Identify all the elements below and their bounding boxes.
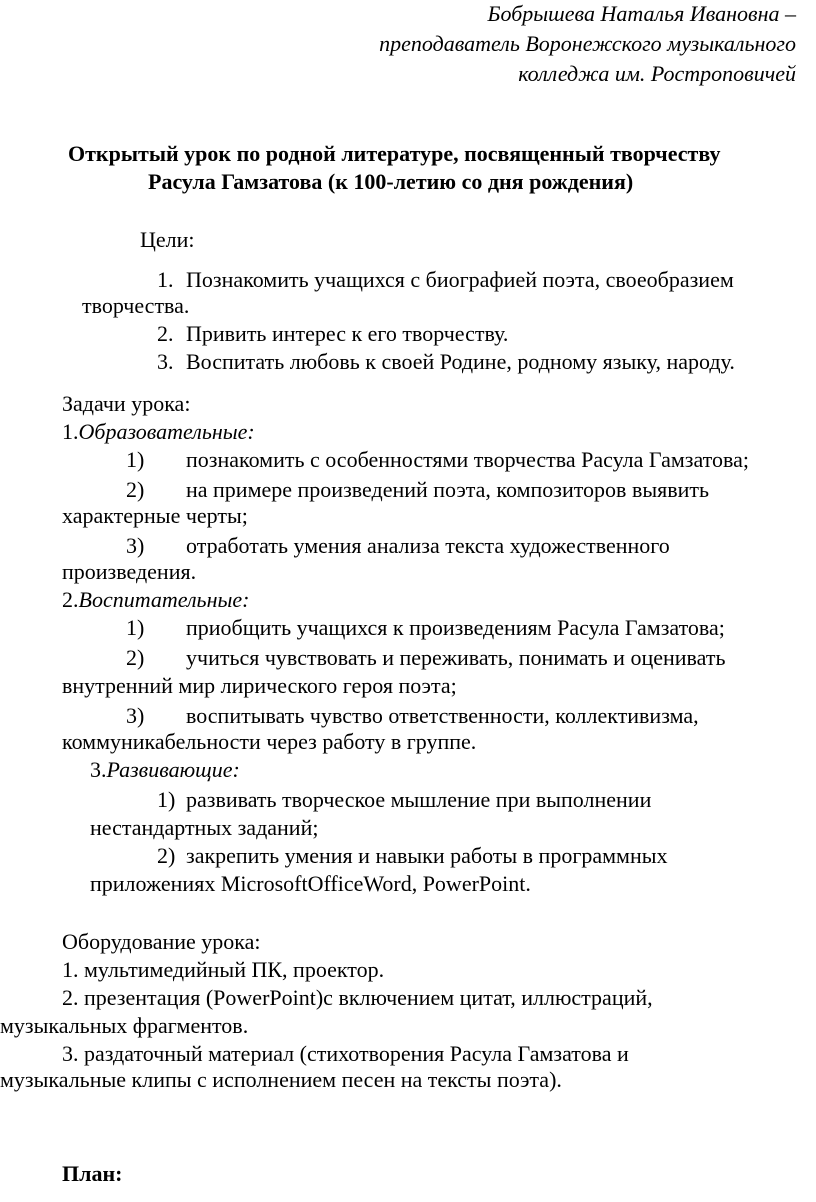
- task-item-text: приобщить учащихся к произведениям Расула Гамзатова;: [186, 615, 725, 640]
- task-item-text: закрепить умения и навыки работы в программных: [186, 843, 668, 868]
- author-line-1: Бобрышева Наталья Ивановна –: [487, 1, 796, 26]
- task-item-number: 2): [157, 843, 176, 868]
- task-item-number: 2): [126, 477, 145, 502]
- task-item-number: 1): [126, 447, 145, 472]
- task-item-text: учиться чувствовать и переживать, понимать и оценивать: [186, 645, 726, 670]
- task-group-label: 3.Развивающие:: [90, 757, 240, 782]
- equipment-item-cont: музыкальных фрагментов.: [0, 1013, 249, 1038]
- goal-number: 3.: [157, 349, 174, 374]
- task-item-number: 1): [157, 787, 176, 812]
- author-line-3: колледжа им. Ростроповичей: [518, 61, 796, 86]
- goal-number: 2.: [157, 321, 174, 346]
- plan-heading: План:: [62, 1161, 123, 1186]
- task-item-text: развивать творческое мышление при выполнении: [186, 787, 652, 812]
- goal-text: Воспитать любовь к своей Родине, родному языку, народу.: [186, 349, 735, 374]
- task-item-number: 1): [126, 615, 145, 640]
- equipment-item: 2. презентация (PowerPoint)с включением цитат, иллюстраций,: [62, 985, 653, 1010]
- task-item-text-cont: произведения.: [62, 559, 197, 584]
- task-item-text-cont: внутренний мир лирического героя поэта;: [62, 673, 457, 698]
- task-item-text-cont: приложениях MicrosoftOfficeWord, PowerPoint.: [90, 871, 531, 896]
- task-group-label: 2.Воспитательные:: [62, 587, 250, 612]
- task-item-text: отработать умения анализа текста художественного: [186, 533, 670, 558]
- equipment-item: 1. мультимедийный ПК, проектор.: [62, 957, 385, 982]
- task-item-text-cont: нестандартных заданий;: [90, 815, 319, 840]
- document-title-line-2: Расула Гамзатова (к 100-летию со дня рождения): [148, 169, 634, 194]
- task-item-number: 2): [126, 645, 145, 670]
- task-item-text: познакомить с особенностями творчества Расула Гамзатова;: [186, 447, 749, 472]
- document-title-line-1: Открытый урок по родной литературе, посвященный творчеству: [68, 141, 721, 166]
- task-group-label: 1.Образовательные:: [62, 419, 255, 444]
- equipment-item-cont: музыкальные клипы с исполнением песен на тексты поэта).: [0, 1067, 562, 1092]
- task-item-text-cont: характерные черты;: [62, 503, 248, 528]
- goals-heading: Цели:: [140, 227, 195, 252]
- equipment-item: 3. раздаточный материал (стихотворения Расула Гамзатова и: [62, 1041, 629, 1066]
- task-item-text: на примере произведений поэта, композиторов выявить: [186, 477, 710, 502]
- task-item-number: 3): [126, 533, 145, 558]
- tasks-heading: Задачи урока:: [62, 391, 191, 416]
- equipment-heading: Оборудование урока:: [62, 929, 261, 954]
- goal-text: Привить интерес к его творчеству.: [186, 321, 509, 346]
- author-line-2: преподаватель Воронежского музыкального: [379, 31, 796, 56]
- goal-text-cont: творчества.: [82, 293, 190, 318]
- task-item-text: воспитывать чувство ответственности, коллективизма,: [186, 703, 699, 728]
- task-item-number: 3): [126, 703, 145, 728]
- task-item-text-cont: коммуникабельности через работу в группе.: [62, 729, 477, 754]
- goal-text: Познакомить учащихся с биографией поэта, своеобразием: [186, 267, 734, 292]
- goal-number: 1.: [157, 267, 174, 292]
